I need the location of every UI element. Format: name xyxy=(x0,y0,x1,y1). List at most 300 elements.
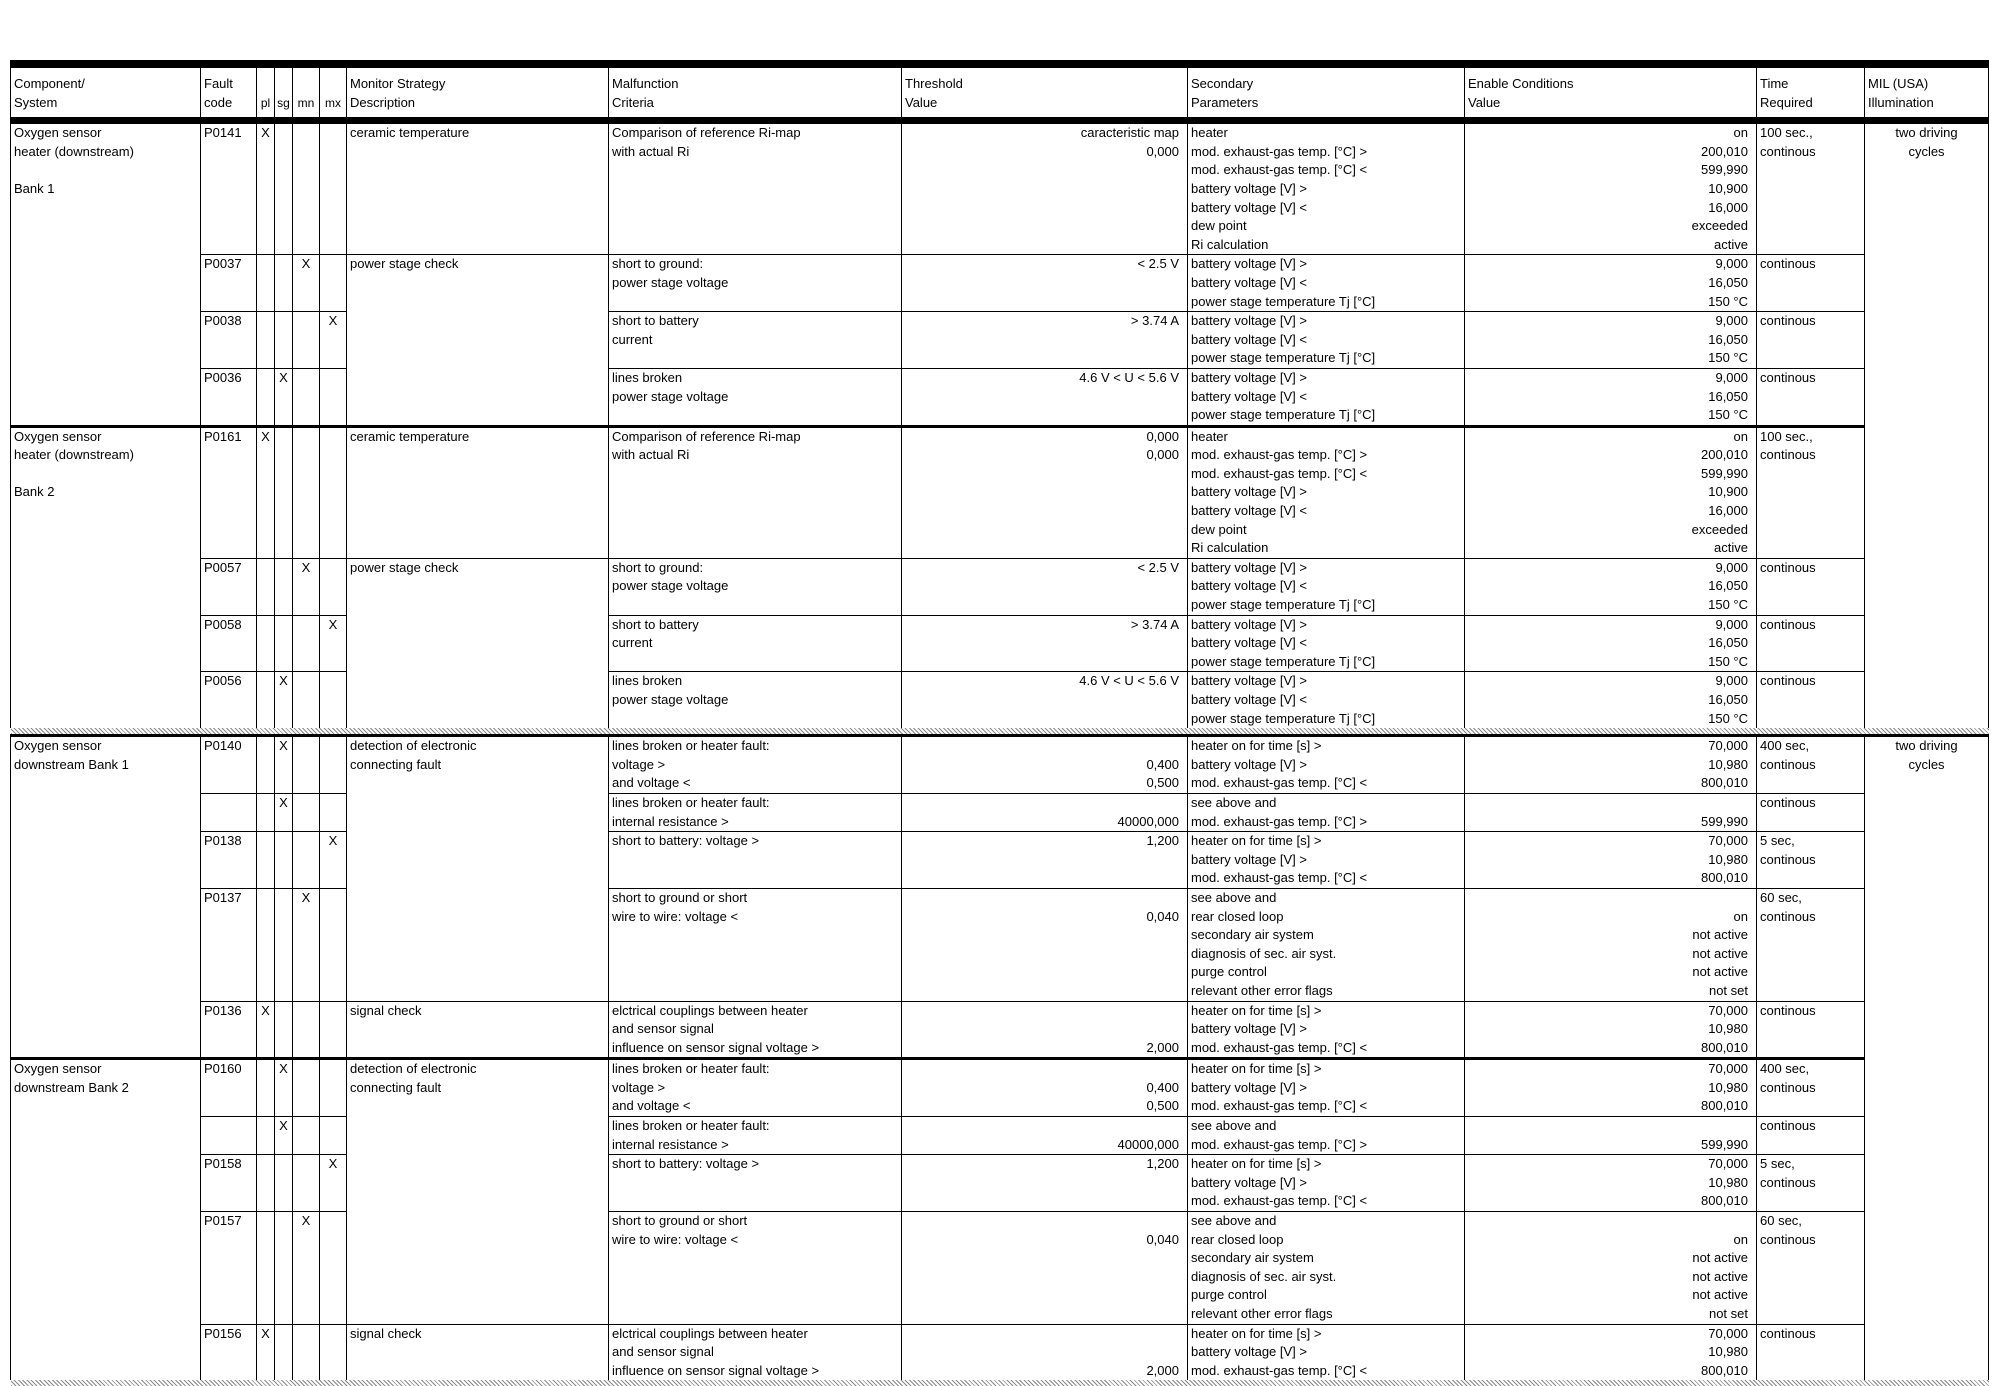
threshold-cell xyxy=(902,1001,1188,1059)
cell-line: rear closed loop xyxy=(1191,908,1284,924)
cell-line: mod. exhaust-gas temp. [°C] > xyxy=(1191,447,1368,463)
flag-mark: X xyxy=(279,1061,288,1077)
cell-line: two driving xyxy=(1895,738,1958,754)
cell-line: 9,000 xyxy=(1715,559,1748,575)
flag-cell xyxy=(257,312,275,369)
flag-cell xyxy=(293,121,320,255)
cell-line: Oxygen sensor xyxy=(14,1061,102,1077)
cell-line: 10,980 xyxy=(1708,1021,1748,1037)
time-cell xyxy=(1757,1001,1865,1059)
cell-line: 0,500 xyxy=(1146,775,1179,791)
table-row xyxy=(11,1117,1989,1155)
monitor-cell xyxy=(347,426,609,558)
cell-line: battery voltage [V] > xyxy=(1191,256,1307,272)
time-cell xyxy=(1757,615,1865,672)
cell-line: on xyxy=(1733,908,1748,924)
cell-line: 9,000 xyxy=(1715,313,1748,329)
cell-line: 0,400 xyxy=(1146,1079,1179,1095)
cell-line: 9,000 xyxy=(1715,673,1748,689)
table-body xyxy=(11,121,1989,1386)
time-cell xyxy=(1757,558,1865,615)
malfunction-cell xyxy=(609,888,902,1001)
table-row xyxy=(11,1059,1989,1117)
cell-line: 9,000 xyxy=(1715,256,1748,272)
flag-mark: X xyxy=(279,1118,288,1134)
header-monitor-strategy: Monitor Strategy Description xyxy=(347,64,609,121)
header-mil-illumination: MIL (USA) Illumination xyxy=(1865,64,1989,121)
cell-line: heater xyxy=(1191,125,1228,141)
cell-line: Bank 2 xyxy=(14,484,55,500)
enable-cell xyxy=(1465,1117,1757,1155)
threshold-cell xyxy=(902,558,1188,615)
fault-code-cell xyxy=(201,1117,257,1155)
cell-line: short to battery: voltage > xyxy=(612,833,760,849)
mil-cell xyxy=(1865,1001,1989,1059)
malfunction-cell xyxy=(609,121,902,255)
cell-line: power stage voltage xyxy=(612,274,729,290)
fault-code xyxy=(204,1117,253,1136)
threshold-cell xyxy=(902,888,1188,1001)
table-header xyxy=(11,64,1989,121)
flag-mark: X xyxy=(261,428,270,444)
cell-line: continous xyxy=(1760,313,1816,329)
cell-line: and voltage < xyxy=(612,1098,691,1114)
fault-code: P0156 xyxy=(204,1325,242,1341)
cell-line: on xyxy=(1733,428,1748,444)
flag-cell xyxy=(275,793,293,831)
flag-cell xyxy=(293,832,320,889)
flag-cell xyxy=(320,558,347,615)
fault-code: P0140 xyxy=(204,738,242,754)
secondary-cell xyxy=(1188,121,1465,255)
flag-mark: X xyxy=(279,738,288,754)
cell-line: 10,980 xyxy=(1708,756,1748,772)
flag-cell xyxy=(320,1117,347,1155)
cell-line: connecting fault xyxy=(350,1079,442,1095)
malfunction-cell xyxy=(609,736,902,794)
flag-mark: X xyxy=(261,1325,270,1341)
cell-line: battery voltage [V] < xyxy=(1191,503,1307,519)
cell-line: battery voltage [V] > xyxy=(1191,1021,1307,1037)
flag-mark: X xyxy=(328,313,338,329)
threshold-cell xyxy=(902,832,1188,889)
secondary-cell xyxy=(1188,1212,1465,1325)
secondary-cell xyxy=(1188,1324,1465,1380)
cell-line: battery voltage [V] > xyxy=(1191,1174,1307,1190)
cell-line: < 2.5 V xyxy=(1137,256,1179,272)
cell-line xyxy=(905,1002,1179,1021)
cell-line: battery voltage [V] > xyxy=(1191,180,1307,196)
cell-line: battery voltage [V] > xyxy=(1191,484,1307,500)
mil-cell xyxy=(1865,255,1989,312)
cell-line: not active xyxy=(1692,964,1748,980)
threshold-cell xyxy=(902,312,1188,369)
monitor-cell xyxy=(347,1155,609,1212)
cell-line: not active xyxy=(1692,1268,1748,1284)
monitor-cell xyxy=(347,1059,609,1117)
cell-line xyxy=(905,1020,1179,1039)
flag-mark: X xyxy=(328,833,338,849)
hatched-divider xyxy=(11,1380,1989,1386)
mil-cell xyxy=(1865,736,1989,794)
cell-line: 70,000 xyxy=(1708,738,1748,754)
cell-line: and sensor signal xyxy=(612,1021,714,1037)
cell-line: 70,000 xyxy=(1708,1156,1748,1172)
fault-code: P0160 xyxy=(204,1061,242,1077)
cell-line: continous xyxy=(1760,559,1816,575)
cell-line: lines broken or heater fault: xyxy=(612,794,770,810)
enable-cell xyxy=(1465,832,1757,889)
malfunction-cell xyxy=(609,615,902,672)
cell-line xyxy=(905,1212,1179,1231)
cell-line: 0,000 xyxy=(1146,143,1179,159)
cell-line: continous xyxy=(1760,447,1816,463)
cell-line xyxy=(14,465,197,484)
flag-cell xyxy=(293,368,320,426)
flag-cell xyxy=(293,1324,320,1380)
threshold-cell xyxy=(902,1324,1188,1380)
flag-cell xyxy=(257,558,275,615)
secondary-cell xyxy=(1188,832,1465,889)
cell-line: Oxygen sensor xyxy=(14,738,102,754)
enable-cell xyxy=(1465,121,1757,255)
cell-line: detection of electronic xyxy=(350,1061,477,1077)
cell-line: Ri calculation xyxy=(1191,236,1269,252)
cell-line: relevant other error flags xyxy=(1191,1306,1333,1321)
malfunction-cell xyxy=(609,793,902,831)
flag-cell xyxy=(320,368,347,426)
cell-line: battery voltage [V] > xyxy=(1191,559,1307,575)
flag-cell xyxy=(320,1001,347,1059)
header-flag-sg: sg xyxy=(275,64,293,121)
mil-cell xyxy=(1865,832,1989,889)
malfunction-cell xyxy=(609,832,902,889)
mil-cell xyxy=(1865,1059,1989,1117)
cell-line: active xyxy=(1714,236,1748,252)
mil-cell xyxy=(1865,672,1989,728)
cell-line: elctrical couplings between heater xyxy=(612,1325,808,1341)
monitor-cell xyxy=(347,1212,609,1325)
enable-cell xyxy=(1465,793,1757,831)
flag-mark: X xyxy=(301,889,311,905)
time-cell xyxy=(1757,736,1865,794)
flag-cell xyxy=(257,615,275,672)
flag-cell xyxy=(293,793,320,831)
flag-mark: X xyxy=(328,1156,338,1172)
flag-cell xyxy=(275,1117,293,1155)
cell-line: voltage > xyxy=(612,756,666,772)
cell-line: exceeded xyxy=(1691,521,1748,537)
cell-line: 0,000 xyxy=(1146,447,1179,463)
flag-cell xyxy=(293,558,320,615)
cell-line: mod. exhaust-gas temp. [°C] < xyxy=(1191,1039,1368,1055)
mil-cell xyxy=(1865,1324,1989,1380)
cell-line: continous xyxy=(1760,143,1816,159)
cell-line: 0,040 xyxy=(1146,908,1179,924)
fault-code-cell xyxy=(201,736,257,794)
flag-cell xyxy=(320,1324,347,1380)
threshold-cell xyxy=(902,368,1188,426)
malfunction-cell xyxy=(609,1324,902,1380)
header-component: Component/ System xyxy=(11,64,201,121)
cell-line: 16,050 xyxy=(1708,635,1748,651)
cell-line: battery voltage [V] > xyxy=(1191,1079,1307,1095)
cell-line: continous xyxy=(1760,369,1816,385)
header-threshold-value: Threshold Value xyxy=(902,64,1188,121)
cell-line: 16,050 xyxy=(1708,331,1748,347)
cell-line: on xyxy=(1733,1231,1748,1247)
cell-line: Comparison of reference Ri-map xyxy=(612,428,801,444)
flag-cell xyxy=(320,615,347,672)
cell-line: Oxygen sensor xyxy=(14,125,102,141)
fault-code-cell xyxy=(201,615,257,672)
cell-line: elctrical couplings between heater xyxy=(612,1002,808,1018)
fault-code-cell xyxy=(201,255,257,312)
threshold-cell xyxy=(902,1059,1188,1117)
time-cell xyxy=(1757,1117,1865,1155)
table-row xyxy=(11,1212,1989,1325)
cell-line: lines broken or heater fault: xyxy=(612,1118,770,1134)
monitor-cell xyxy=(347,888,609,1001)
time-cell xyxy=(1757,368,1865,426)
enable-cell xyxy=(1465,888,1757,1001)
cell-line: battery voltage [V] < xyxy=(1191,578,1307,594)
enable-cell xyxy=(1465,255,1757,312)
cell-line: Bank 1 xyxy=(14,180,55,196)
malfunction-cell xyxy=(609,672,902,728)
enable-cell xyxy=(1465,1324,1757,1380)
cell-line: 70,000 xyxy=(1708,1002,1748,1018)
flag-cell xyxy=(275,1001,293,1059)
cell-line: on xyxy=(1733,125,1748,141)
secondary-cell xyxy=(1188,255,1465,312)
fault-code-cell xyxy=(201,121,257,255)
header-enable-conditions: Enable Conditions Value xyxy=(1465,64,1757,121)
cell-line: power stage temperature Tj [°C] xyxy=(1191,350,1376,366)
cell-line: short to battery xyxy=(612,616,699,632)
mil-cell xyxy=(1865,615,1989,672)
cell-line: internal resistance > xyxy=(612,813,729,829)
cell-line: downstream Bank 1 xyxy=(14,756,129,772)
flag-cell xyxy=(293,615,320,672)
table-row xyxy=(11,255,1989,312)
cell-line: 200,010 xyxy=(1701,143,1748,159)
fault-code-cell xyxy=(201,888,257,1001)
cell-line: 10,980 xyxy=(1708,1174,1748,1190)
threshold-cell xyxy=(902,1117,1188,1155)
cell-line: battery voltage [V] < xyxy=(1191,274,1307,290)
secondary-cell xyxy=(1188,1117,1465,1155)
cell-line: continous xyxy=(1760,1174,1816,1190)
cell-line: purge control xyxy=(1191,964,1267,980)
cell-line: battery voltage [V] < xyxy=(1191,692,1307,707)
cell-line: 150 °C xyxy=(1708,350,1748,366)
cell-line: wire to wire: voltage < xyxy=(612,1231,739,1247)
fault-code: P0136 xyxy=(204,1002,242,1018)
cell-line xyxy=(905,794,1179,813)
secondary-cell xyxy=(1188,736,1465,794)
cell-line: power stage check xyxy=(350,559,459,575)
cell-line: mod. exhaust-gas temp. [°C] < xyxy=(1191,465,1368,481)
cell-line: 9,000 xyxy=(1715,616,1748,632)
cell-line: heater (downstream) xyxy=(14,447,134,463)
cell-line: Oxygen sensor xyxy=(14,428,102,444)
cell-line: 599,990 xyxy=(1701,1136,1748,1152)
cell-line: short to ground: xyxy=(612,256,704,272)
cell-line: short to ground or short xyxy=(612,889,748,905)
cell-line xyxy=(905,1117,1179,1136)
cell-line: and voltage < xyxy=(612,775,691,791)
cell-line xyxy=(905,1343,1179,1362)
flag-mark: X xyxy=(301,256,311,272)
fault-code: P0038 xyxy=(204,313,242,329)
cell-line: 70,000 xyxy=(1708,1325,1748,1341)
cell-line: power stage temperature Tj [°C] xyxy=(1191,293,1376,309)
time-cell xyxy=(1757,1155,1865,1212)
cell-line: purge control xyxy=(1191,1287,1267,1303)
cell-line: see above and xyxy=(1191,794,1277,810)
cell-line: > 3.74 A xyxy=(1130,616,1179,632)
secondary-cell xyxy=(1188,672,1465,728)
time-cell xyxy=(1757,312,1865,369)
cell-line: mod. exhaust-gas temp. [°C] < xyxy=(1191,1362,1368,1378)
cell-line: rear closed loop xyxy=(1191,1231,1284,1247)
enable-cell xyxy=(1465,615,1757,672)
enable-cell xyxy=(1465,426,1757,558)
diagnostic-table xyxy=(10,60,1989,1386)
cell-line: continous xyxy=(1760,616,1816,632)
header-secondary-parameters: Secondary Parameters xyxy=(1188,64,1465,121)
cell-line xyxy=(1468,1117,1748,1136)
flag-cell xyxy=(320,1155,347,1212)
monitor-cell xyxy=(347,1324,609,1380)
cell-line: dew point xyxy=(1191,218,1247,234)
cell-line: mod. exhaust-gas temp. [°C] < xyxy=(1191,1098,1368,1114)
threshold-cell xyxy=(902,672,1188,728)
fault-code-cell xyxy=(201,312,257,369)
cell-line: 150 °C xyxy=(1708,597,1748,613)
cell-line: 10,980 xyxy=(1708,851,1748,867)
header-time-required: Time Required xyxy=(1757,64,1865,121)
enable-cell xyxy=(1465,558,1757,615)
cell-line: continous xyxy=(1760,673,1816,689)
fault-code-cell xyxy=(201,793,257,831)
fault-code: P0158 xyxy=(204,1156,242,1172)
fault-code: P0141 xyxy=(204,125,242,141)
cell-line: 0,500 xyxy=(1146,1098,1179,1114)
cell-line: continous xyxy=(1760,256,1816,272)
component-cell xyxy=(11,1059,201,1381)
cell-line: not set xyxy=(1708,982,1748,998)
flag-cell xyxy=(275,736,293,794)
cell-line: continous xyxy=(1760,1079,1816,1095)
flag-mark: X xyxy=(261,1002,270,1018)
cell-line: continous xyxy=(1760,1002,1816,1018)
component-cell xyxy=(11,736,201,1059)
fault-code-cell xyxy=(201,368,257,426)
cell-line: not active xyxy=(1692,945,1748,961)
cell-line: 10,900 xyxy=(1708,484,1748,500)
monitor-cell xyxy=(347,312,609,369)
enable-cell xyxy=(1465,672,1757,728)
cell-line: short to ground: xyxy=(612,559,704,575)
cell-line xyxy=(905,737,1179,756)
flag-cell xyxy=(320,793,347,831)
cell-line xyxy=(905,1325,1179,1344)
table-row xyxy=(11,1324,1989,1380)
cell-line: lines broken xyxy=(612,673,683,689)
cell-line: 1,200 xyxy=(1146,833,1179,849)
flag-cell xyxy=(257,1059,275,1117)
mil-cell xyxy=(1865,426,1989,558)
flag-cell xyxy=(320,888,347,1001)
flag-cell xyxy=(293,672,320,728)
cell-line: heater on for time [s] > xyxy=(1191,833,1322,849)
flag-cell xyxy=(257,793,275,831)
header-flag-mn: mn xyxy=(293,64,320,121)
cell-line: power stage temperature Tj [°C] xyxy=(1191,407,1376,423)
cell-line: detection of electronic xyxy=(350,738,477,754)
mil-cell xyxy=(1865,793,1989,831)
document-page xyxy=(10,60,1988,1386)
cell-line: 0,040 xyxy=(1146,1231,1179,1247)
flag-cell xyxy=(257,1117,275,1155)
cell-line: voltage > xyxy=(612,1079,666,1095)
cell-line: exceeded xyxy=(1691,218,1748,234)
secondary-cell xyxy=(1188,558,1465,615)
cell-line: not active xyxy=(1692,1287,1748,1303)
header-fault-code: Fault code xyxy=(201,64,257,121)
flag-cell xyxy=(293,1117,320,1155)
mil-cell xyxy=(1865,1117,1989,1155)
threshold-cell xyxy=(902,121,1188,255)
mil-cell xyxy=(1865,121,1989,255)
malfunction-cell xyxy=(609,558,902,615)
fault-code-cell xyxy=(201,832,257,889)
fault-code: P0137 xyxy=(204,889,242,905)
monitor-cell xyxy=(347,672,609,728)
cell-line: power stage temperature Tj [°C] xyxy=(1191,710,1376,726)
time-cell xyxy=(1757,793,1865,831)
cell-line: current xyxy=(612,331,653,347)
cell-line: signal check xyxy=(350,1325,422,1341)
flag-cell xyxy=(275,368,293,426)
cell-line: 16,000 xyxy=(1708,199,1748,215)
cell-line: 4.6 V < U < 5.6 V xyxy=(1079,673,1179,689)
monitor-cell xyxy=(347,558,609,615)
cell-line: short to ground or short xyxy=(612,1213,748,1229)
flag-cell xyxy=(257,255,275,312)
mil-cell xyxy=(1865,368,1989,426)
time-cell xyxy=(1757,1212,1865,1325)
flag-cell xyxy=(275,255,293,312)
component-cell xyxy=(11,121,201,427)
cell-line: 10,980 xyxy=(1708,1344,1748,1360)
cell-line: 0,000 xyxy=(1146,428,1179,444)
cell-line: 10,900 xyxy=(1708,180,1748,196)
cell-line: 1,200 xyxy=(1146,1156,1179,1172)
enable-cell xyxy=(1465,368,1757,426)
fault-code: P0036 xyxy=(204,369,242,385)
secondary-cell xyxy=(1188,426,1465,558)
flag-cell xyxy=(275,1324,293,1380)
cell-line: power stage temperature Tj [°C] xyxy=(1191,597,1376,613)
flag-cell xyxy=(320,312,347,369)
flag-cell xyxy=(257,121,275,255)
cell-line: wire to wire: voltage < xyxy=(612,908,739,924)
cell-line: mod. exhaust-gas temp. [°C] < xyxy=(1191,1193,1368,1209)
fault-code-cell xyxy=(201,1001,257,1059)
